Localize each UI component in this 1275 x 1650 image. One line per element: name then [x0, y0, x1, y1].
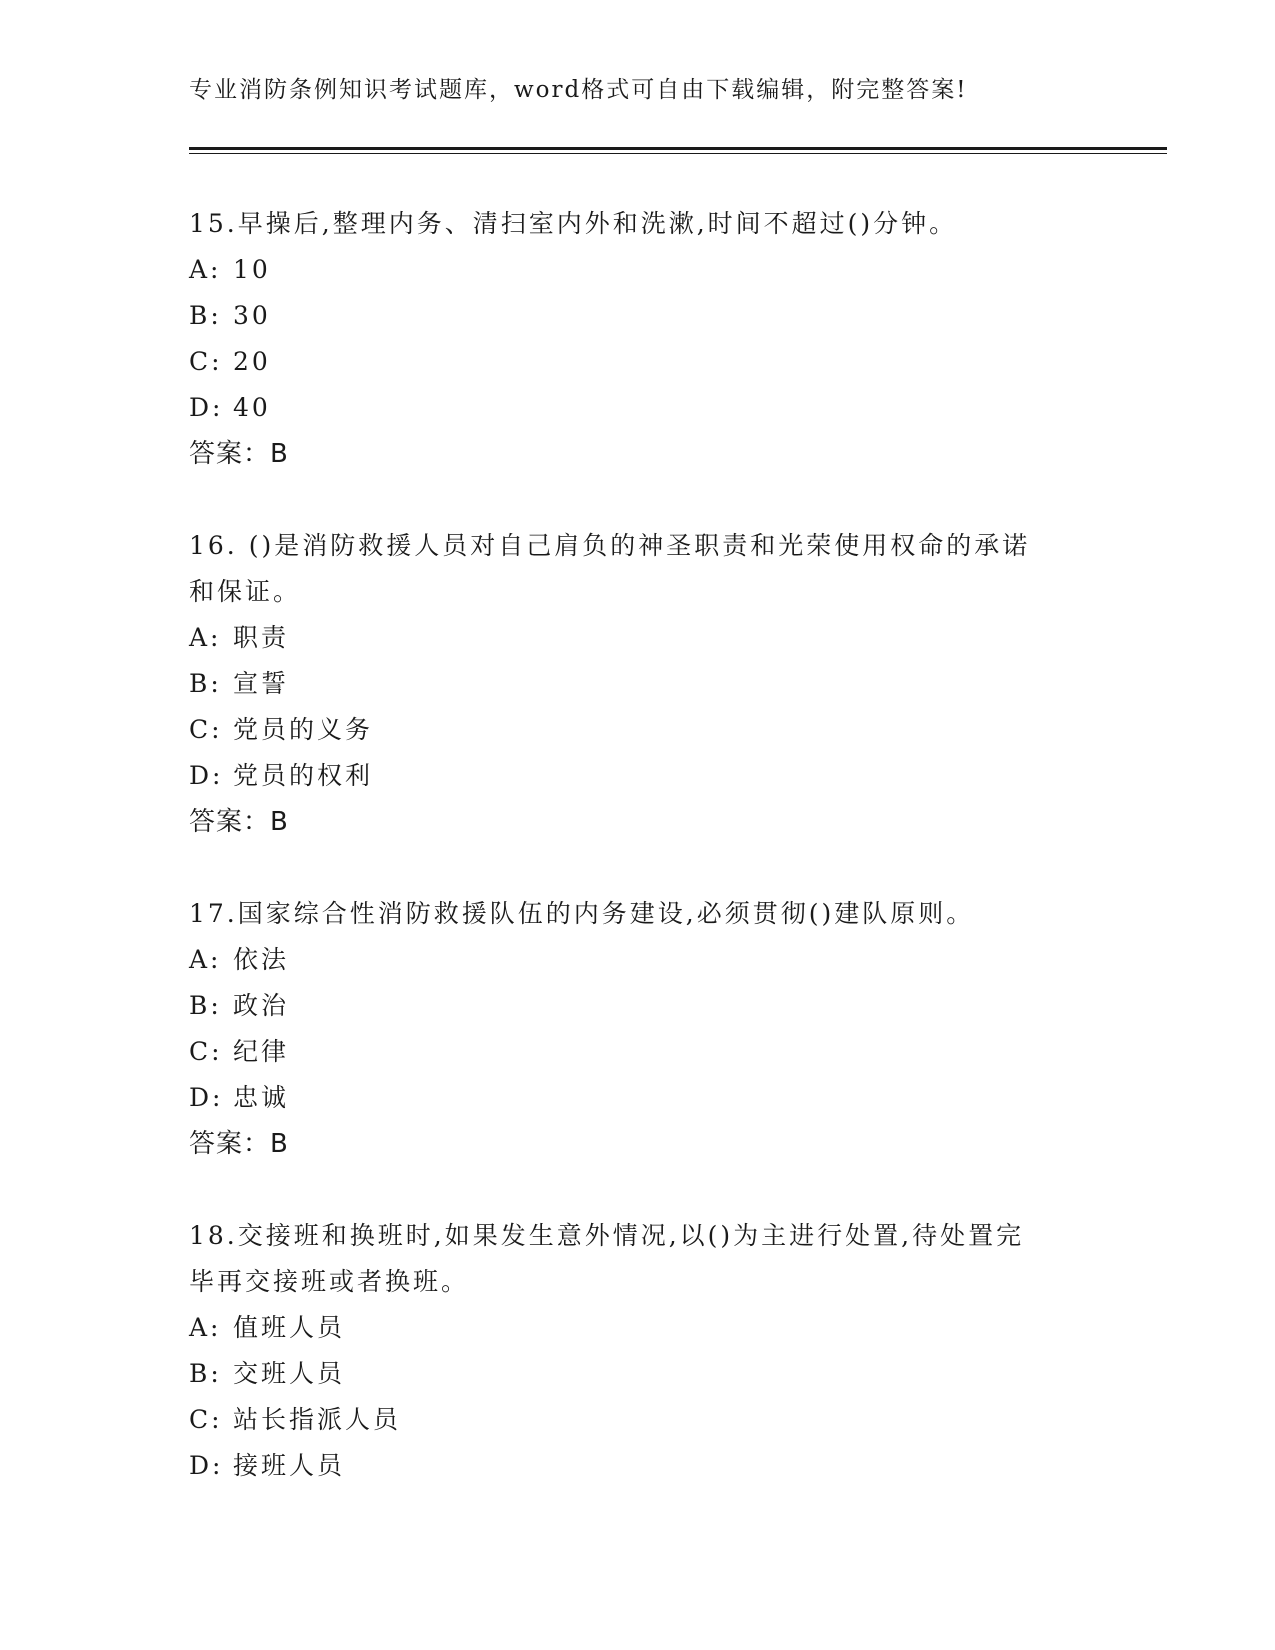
option-text: 30: [233, 301, 271, 330]
question-stem-cont: 毕再交接班或者换班。: [189, 1267, 470, 1296]
option-key: D:: [189, 761, 224, 790]
question-stem: 18.交接班和换班时,如果发生意外情况,以()为主进行处置,待处置完: [189, 1221, 1025, 1250]
option-key: D:: [189, 1451, 224, 1480]
question-stem: 17.国家综合性消防救援队伍的内务建设,必须贯彻()建队原则。: [189, 899, 975, 928]
option-key: D:: [189, 1083, 224, 1112]
option-text: 依法: [233, 945, 290, 974]
option-b: [189, 1351, 1069, 1397]
page-header: 专业消防条例知识考试题库，word格式可自由下载编辑，附完整答案!: [189, 77, 968, 103]
option-a: [189, 937, 1069, 983]
option-d: [189, 1075, 1069, 1121]
question-stem: 16. ()是消防救援人员对自己肩负的神圣职责和光荣使用权命的承诺: [189, 531, 1031, 560]
option-text: 党员的义务: [233, 715, 374, 744]
option-c: [189, 1029, 1069, 1075]
answer: 答案：B: [189, 439, 289, 469]
option-key: B:: [189, 991, 222, 1020]
option-key: C:: [189, 1405, 223, 1434]
option-text: 值班人员: [233, 1313, 346, 1342]
option-text: 站长指派人员: [233, 1405, 402, 1434]
question-17: [189, 891, 1069, 1167]
option-key: B:: [189, 301, 222, 330]
option-a: [189, 615, 1069, 661]
question-stem-cont: 和保证。: [189, 577, 302, 606]
answer: 答案：B: [189, 1129, 289, 1159]
option-text: 职责: [233, 623, 290, 652]
question-16: [189, 523, 1069, 845]
option-b: [189, 293, 1069, 339]
option-key: B:: [189, 1359, 222, 1388]
option-text: 纪律: [233, 1037, 290, 1066]
option-c: [189, 1397, 1069, 1443]
option-key: C:: [189, 715, 223, 744]
option-key: A:: [189, 945, 222, 974]
option-text: 政治: [233, 991, 290, 1020]
option-a: [189, 247, 1069, 293]
option-text: 宣誓: [233, 669, 290, 698]
option-c: [189, 707, 1069, 753]
header-rule-thick: [189, 147, 1167, 150]
option-key: A:: [189, 623, 222, 652]
option-b: [189, 661, 1069, 707]
option-d: [189, 753, 1069, 799]
option-text: 10: [233, 255, 271, 284]
option-key: C:: [189, 347, 223, 376]
option-key: D:: [189, 393, 224, 422]
option-text: 交班人员: [233, 1359, 346, 1388]
option-b: [189, 983, 1069, 1029]
question-18: [189, 1213, 1069, 1489]
question-stem: 15.早操后,整理内务、清扫室内外和洗漱,时间不超过()分钟。: [189, 209, 958, 238]
option-key: A:: [189, 1313, 222, 1342]
header-rule-thin: [189, 153, 1167, 154]
option-text: 党员的权利: [233, 761, 374, 790]
option-a: [189, 1305, 1069, 1351]
question-15: [189, 201, 1069, 477]
option-text: 接班人员: [233, 1451, 346, 1480]
option-c: [189, 339, 1069, 385]
option-d: [189, 1443, 1069, 1489]
option-d: [189, 385, 1069, 431]
option-key: B:: [189, 669, 222, 698]
option-text: 忠诚: [233, 1083, 290, 1112]
option-key: A:: [189, 255, 222, 284]
option-key: C:: [189, 1037, 223, 1066]
answer: 答案：B: [189, 807, 289, 837]
option-text: 40: [233, 393, 271, 422]
option-text: 20: [233, 347, 271, 376]
